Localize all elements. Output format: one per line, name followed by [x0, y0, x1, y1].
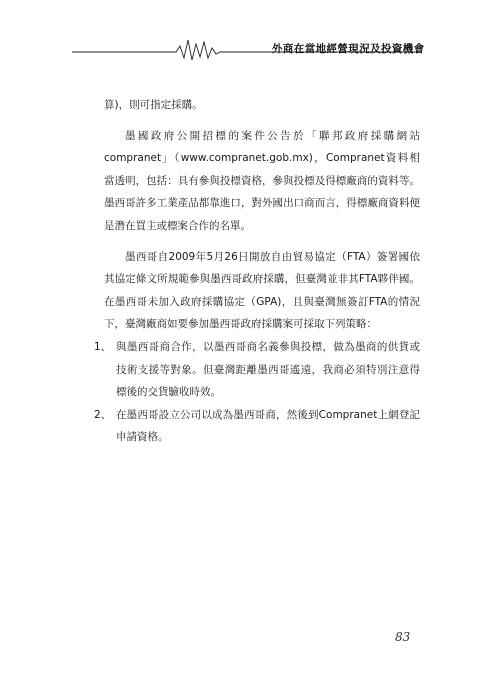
page-header — [0, 0, 480, 70]
list-item-text: 在墨西哥設立公司以成為墨西哥商，然後到Compranet上網登記申請資格。 — [116, 408, 420, 444]
list-item-number: 2、 — [94, 408, 112, 421]
paragraph-continuation: 算)，則可指定採購。 — [104, 99, 203, 111]
document-body — [94, 94, 420, 449]
list-item — [94, 404, 420, 449]
paragraph-compranet: 墨國政府公開招標的案件公告於「聯邦政府採購網站compranet」（www.compranet.gob.mx)，Compranet資料相當透明，包括：具有參與投標資格，參與投標及得標廠商的資料等。墨西哥許多工業產品都靠進口，對外國出口商而言，得標廠商資料便是潛在買主或標案合作的名單。 — [104, 129, 420, 232]
list-item-text: 與墨西哥商合作，以墨西哥商名義參與投標，做為墨商的供貨或技術支援等對象。但臺灣距離墨西哥遙遠，我商必須特別注意得標後的交貨驗收時效。 — [116, 340, 420, 399]
list-item-number: 1、 — [94, 340, 112, 353]
header-pulse-rule — [0, 0, 480, 70]
running-header-title: 外商在當地經營現況及投資機會 — [272, 43, 425, 55]
paragraph-fta: 墨西哥自2009年5月26日開放自由貿易協定（FTA）簽署國依其協定條文所規範參與墨西哥政府採購，但臺灣並非其FTA夥伴國。在墨西哥未加入政府採購協定（GPA)，且與臺灣無簽訂FTA的情況下，臺灣廠商如要參加墨西哥政府採購案可採取下列策略： — [104, 250, 420, 331]
list-item — [94, 336, 420, 404]
page-number: 83 — [395, 630, 411, 644]
